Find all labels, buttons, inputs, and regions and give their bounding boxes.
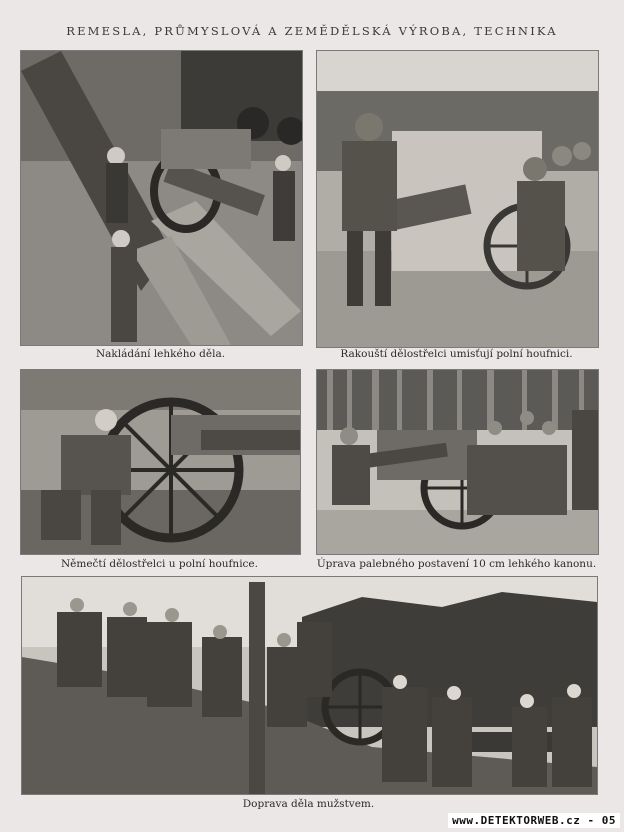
- photo-caption: Rakouští dělostřelci umisťují polní houfnici.: [340, 348, 573, 360]
- photo-austrian-howitzer: [316, 50, 599, 348]
- photo-gun-transport: [21, 576, 598, 795]
- photo-caption: Němečtí dělostřelci u polní houfnice.: [60, 558, 258, 570]
- photo-light-cannon-position: [316, 369, 599, 555]
- photo-caption: Nakládání lehkého děla.: [95, 348, 226, 360]
- page-header: REMESLA, PRŮMYSLOVÁ A ZEMĚDĚLSKÁ VÝROBA, TECHNIKA: [66, 24, 558, 38]
- watermark: www.DETEKTORWEB.cz - 05: [448, 813, 620, 828]
- photo-german-howitzer: [20, 369, 301, 555]
- photo-loading-light-gun: [20, 50, 303, 346]
- photo-caption: Úprava palebného postavení 10 cm lehkého kanonu.: [316, 558, 597, 570]
- photo-caption: Doprava děla mužstvem.: [242, 798, 375, 810]
